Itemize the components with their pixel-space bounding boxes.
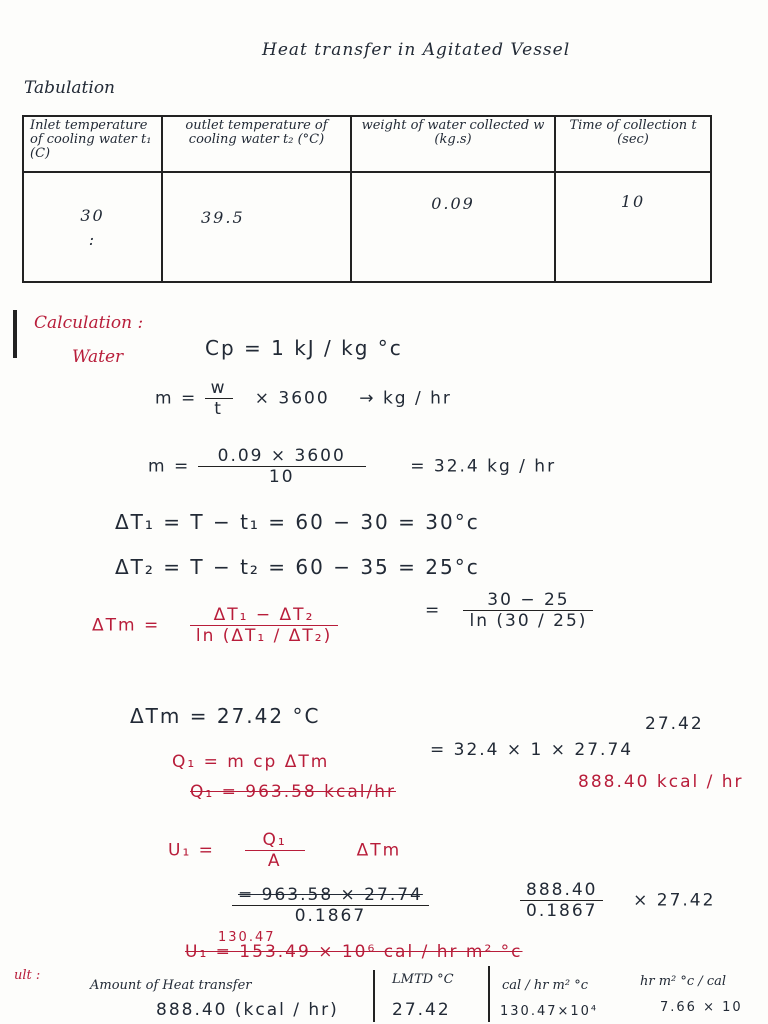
m-formula: m = $\frac{w}{t}$ × 3600 → kg / hr — [155, 378, 452, 419]
table-continuation: : — [88, 230, 97, 249]
table-header-outlet: outlet temperature of cooling water t₂ (°C) — [162, 116, 351, 172]
table-cell-time: 10 — [555, 172, 711, 282]
table-header-inlet: Inlet temperature of cooling water t₁ (C) — [23, 116, 162, 172]
calculation-heading: Calculation : — [34, 313, 144, 333]
dtm-formula: ΔTm = $\frac{\text{ΔT₁ − ΔT₂}}{\text{ln (ΔT₁ / ΔT₂)}}$ — [92, 605, 338, 646]
result-value-inverse: 7.66 × 10 — [660, 1000, 743, 1015]
q-formula: Q₁ = m cp ΔTm — [172, 752, 330, 772]
result-value-heat: 888.40 (kcal / hr) — [156, 1000, 339, 1020]
q-corrected-value: 888.40 kcal / hr — [578, 772, 744, 792]
u-substitution-struck: $\frac{= 963.58 \times 27.74}{0.1867}$ — [232, 885, 429, 926]
delta-t2: ΔT₂ = T − t₂ = 60 − 35 = 25°c — [115, 555, 480, 579]
result-header-lmtd: LMTD °C — [392, 972, 454, 987]
water-label: Water — [72, 347, 124, 367]
q-substitution: = 32.4 × 1 × 27.74 — [430, 740, 634, 760]
result-label: ult : — [14, 968, 41, 983]
dtm-result: ΔTm = 27.42 °C — [130, 704, 321, 728]
q-struck-value: Q₁ = 963.58 kcal/hr — [190, 782, 396, 802]
result-header-inverse: hr m² °c / cal — [640, 974, 727, 989]
table-cell-outlet: 39.5 — [162, 172, 351, 282]
tabulation-heading: Tabulation — [24, 78, 116, 98]
u-result-correction: 130.47 — [218, 930, 276, 945]
result-value-lmtd: 27.42 — [392, 1000, 451, 1020]
table-header-weight: weight of water collected w (kg.s) — [351, 116, 555, 172]
u-substitution-corrected: $\frac{888.40}{0.1867}$ × 27.42 — [520, 880, 715, 921]
q-correction-top: 27.42 — [645, 714, 704, 734]
u-result: U₁ = 153.49 × 10⁶ cal / hr m² °c — [185, 942, 523, 962]
delta-t1: ΔT₁ = T − t₁ = 60 − 30 = 30°c — [115, 510, 480, 534]
dtm-substitution: = $\frac{30 - 25}{\ln (30 / 25)}$ — [425, 590, 593, 631]
tabulation-table — [22, 115, 712, 283]
table-header-row — [23, 116, 711, 172]
cp-value: Cp = 1 kJ / kg °c — [205, 336, 403, 360]
table-row — [23, 172, 711, 282]
u-formula: U₁ = $\frac{\text{Q₁}}{A}$ ΔTm — [168, 830, 402, 871]
result-header-heat: Amount of Heat transfer — [90, 978, 252, 993]
page-title: Heat transfer in Agitated Vessel — [262, 40, 571, 60]
margin-mark — [13, 310, 17, 358]
table-cell-weight: 0.09 — [351, 172, 555, 282]
result-value-u: 130.47×10⁴ — [500, 1004, 599, 1019]
m-value: m = $\frac{0.09 \times 3600}{10}$ = 32.4 kg / hr — [148, 446, 557, 487]
table-cell-inlet: 30 : — [23, 172, 162, 282]
result-divider-1 — [373, 970, 375, 1022]
result-divider-2 — [488, 966, 490, 1022]
result-header-u: cal / hr m² °c — [502, 978, 589, 993]
table-header-time: Time of collection t (sec) — [555, 116, 711, 172]
